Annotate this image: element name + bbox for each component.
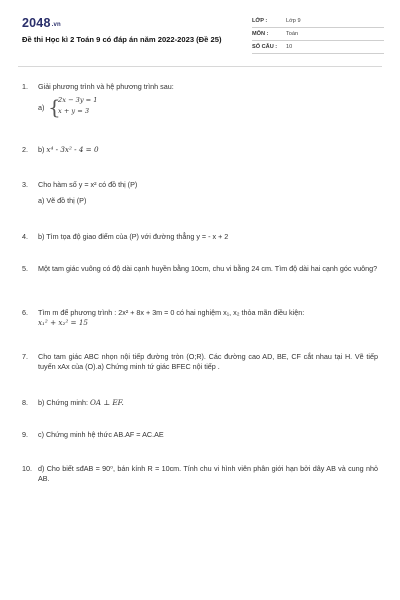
brace-icon: { bbox=[48, 95, 61, 120]
equation-2: x + y = 3 bbox=[58, 107, 90, 116]
question-math: x₁² + x₂² = 15 bbox=[38, 318, 88, 328]
question-number: 10. bbox=[22, 464, 32, 473]
meta-row-subject bbox=[252, 29, 384, 41]
question-number: 6. bbox=[22, 308, 28, 317]
document-header bbox=[22, 10, 382, 62]
document-title: Đề thi Học kì 2 Toán 9 có đáp án năm 2022-2023 (Đề 25) bbox=[22, 35, 222, 44]
question-prefix: b) Chứng minh: bbox=[38, 398, 90, 407]
sub-label: a) bbox=[38, 103, 45, 113]
question-text: Cho hàm số y = x² có đồ thị (P) bbox=[38, 180, 138, 189]
question-math: x⁴ - 3x² - 4 = 0 bbox=[46, 145, 99, 154]
question-text: b) Tìm tọa độ giao điểm của (P) với đường thẳng y = - x + 2 bbox=[38, 232, 229, 241]
meta-label: LỚP : bbox=[252, 18, 268, 24]
equation-1: 2x − 3y = 1 bbox=[58, 96, 98, 105]
meta-table bbox=[252, 16, 384, 55]
question-number: 1. bbox=[22, 82, 28, 91]
question-text: Tìm m để phương trình : 2x² + 8x + 3m = 0 có hai nghiệm x₁, x₂ thỏa mãn điều kiện: bbox=[38, 308, 305, 317]
question-number: 5. bbox=[22, 264, 28, 273]
question-text: c) Chứng minh hệ thức AB.AF = AC.AE bbox=[38, 430, 164, 439]
logo-main: 2048 bbox=[22, 16, 51, 30]
equation-system bbox=[38, 96, 378, 120]
question-text: Cho tam giác ABC nhọn nội tiếp đường tròn (O;R). Các đường cao AD, BE, CF cắt nhau tại H. Vẽ tiếp tuyến xAx của (O).a) Chứng minh tứ giác BFEC nội tiếp . bbox=[38, 352, 378, 372]
question-math: OA ⊥ EF. bbox=[89, 398, 124, 407]
question-number: 3. bbox=[22, 180, 28, 189]
question-number: 7. bbox=[22, 352, 28, 361]
question-body bbox=[38, 180, 378, 207]
question-number: 9. bbox=[22, 430, 28, 439]
question-subpart: a) Vẽ đồ thị (P) bbox=[38, 196, 87, 206]
meta-value: 10 bbox=[286, 44, 293, 50]
meta-value: Toán bbox=[286, 31, 299, 37]
meta-label: MÔN : bbox=[252, 31, 269, 37]
header-divider bbox=[18, 66, 382, 67]
meta-row-count bbox=[252, 42, 384, 54]
question-number: 2. bbox=[22, 145, 28, 154]
meta-label: SỐ CÂU : bbox=[252, 44, 278, 50]
question-body bbox=[38, 145, 378, 155]
meta-value: Lớp 9 bbox=[286, 18, 301, 24]
site-logo[interactable] bbox=[22, 14, 61, 32]
question-body bbox=[38, 398, 378, 408]
question-prefix: b) bbox=[38, 145, 47, 154]
question-text: Giải phương trình và hệ phương trình sau: bbox=[38, 82, 174, 91]
logo-tld: .vn bbox=[51, 22, 61, 28]
question-text: d) Cho biết sđAB = 90⁰, bán kính R = 10cm. Tính chu vi hình viên phân giới hạn bởi dây AB và cung nhỏ AB. bbox=[38, 464, 378, 484]
question-text: Một tam giác vuông có độ dài cạnh huyền bằng 10cm, chu vi bằng 24 cm. Tìm độ dài hai cạnh góc vuông? bbox=[38, 264, 378, 273]
question-body bbox=[38, 82, 378, 120]
question-number: 8. bbox=[22, 398, 28, 407]
meta-row-class bbox=[252, 16, 384, 28]
question-number: 4. bbox=[22, 232, 28, 241]
question-body bbox=[38, 308, 378, 329]
